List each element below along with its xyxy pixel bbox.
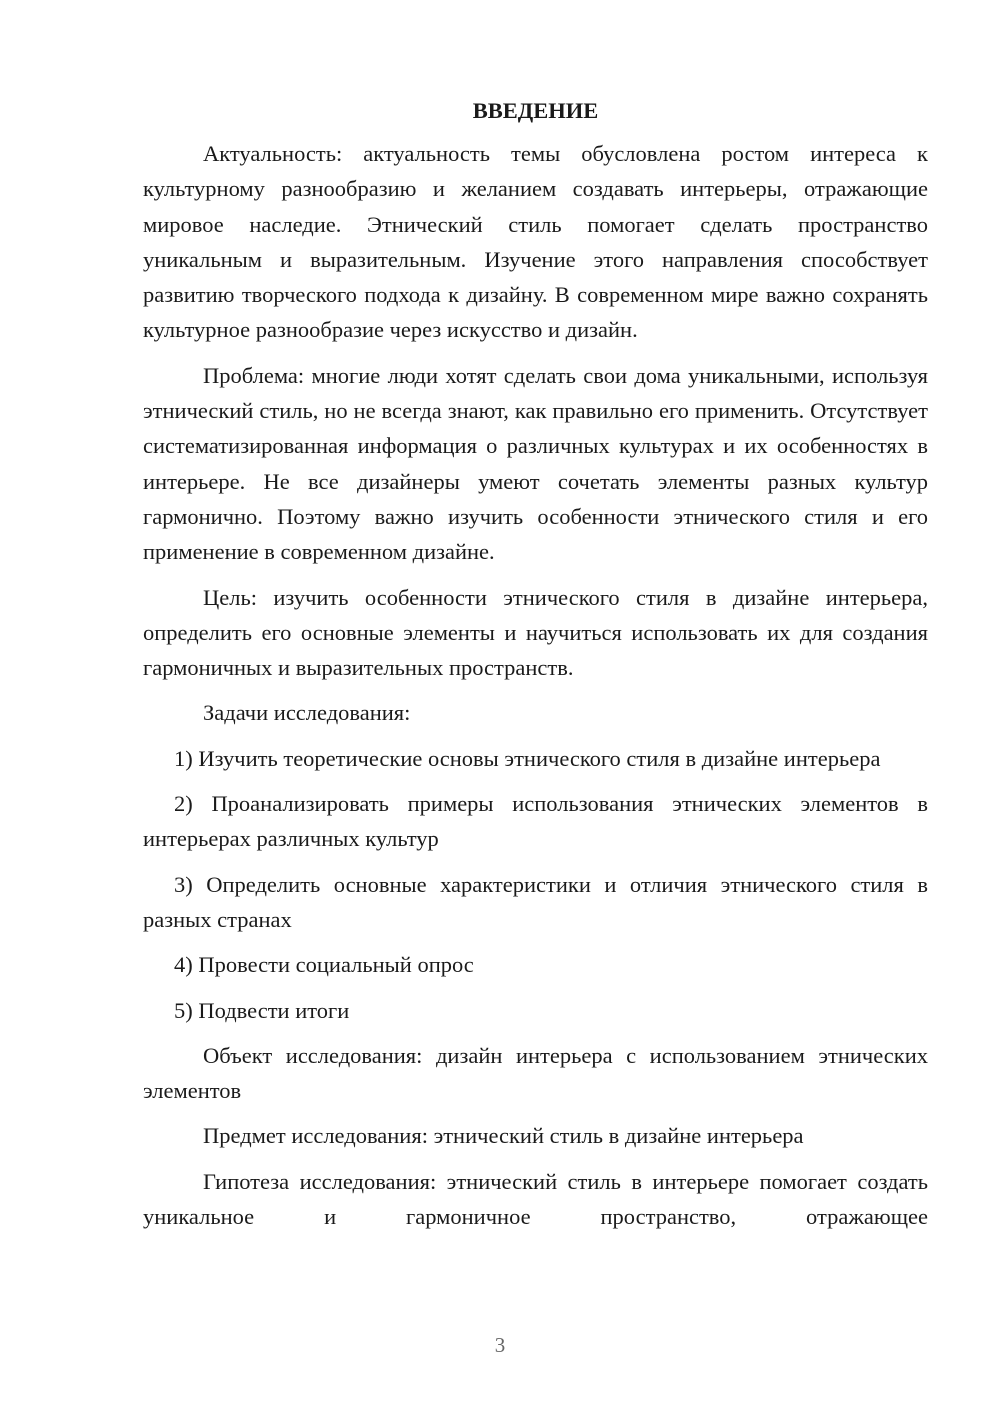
tasks-heading: Задачи исследования: xyxy=(203,700,411,726)
task-item-3: 3) Определить основные характеристики и отличия этнического стиля в разных странах xyxy=(143,871,928,932)
task-item-5: 5) Подвести итоги xyxy=(174,997,350,1023)
paragraph-subject: Предмет исследования: этнический стиль в дизайне интерьера xyxy=(203,1123,804,1149)
task-item-2: 2) Проанализировать примеры использования этнических элементов в интерьерах различных культур xyxy=(143,791,928,852)
paragraph-hypothesis: Гипотеза исследования: этнический стиль в интерьере помогает создать уникальное и гармоничное пространство, отражающее xyxy=(143,1168,928,1230)
paragraph-relevance: Актуальность: актуальность темы обусловлена ростом интереса к культурному разнообразию и желанием создавать интерьеры, отражающие мировое наследие. Этнический стиль помогает сделать пространство уникальным и выразительным. Изучение этого направления способствует развитию творческого подхода к дизайну. В современном мире важно сохранять культурное разнообразие через искусство и дизайн. xyxy=(143,141,928,343)
paragraph-problem: Проблема: многие люди хотят сделать свои дома уникальными, используя этнический стиль, но не всегда знают, как правильно его применить. Отсутствует систематизированная информация о различных культурах и их особенностях в интерьере. Не все дизайнеры умеют сочетать элементы разных культур гармонично. Поэтому важно изучить особенности этнического стиля и его применение в современном дизайне. xyxy=(143,362,928,565)
paragraph-goal: Цель: изучить особенности этнического стиля в дизайне интерьера, определить его основные элементы и научиться использовать их для создания гармоничных и выразительных пространств. xyxy=(143,584,928,681)
task-item-4: 4) Провести социальный опрос xyxy=(174,952,474,978)
document-page xyxy=(143,96,928,1234)
page-number: 3 xyxy=(494,1333,506,1357)
section-title: ВВЕДЕНИЕ xyxy=(472,98,599,123)
paragraph-object: Объект исследования: дизайн интерьера с использованием этнических элементов xyxy=(143,1042,928,1104)
task-item-1: 1) Изучить теоретические основы этнического стиля в дизайне интерьера xyxy=(174,745,881,771)
